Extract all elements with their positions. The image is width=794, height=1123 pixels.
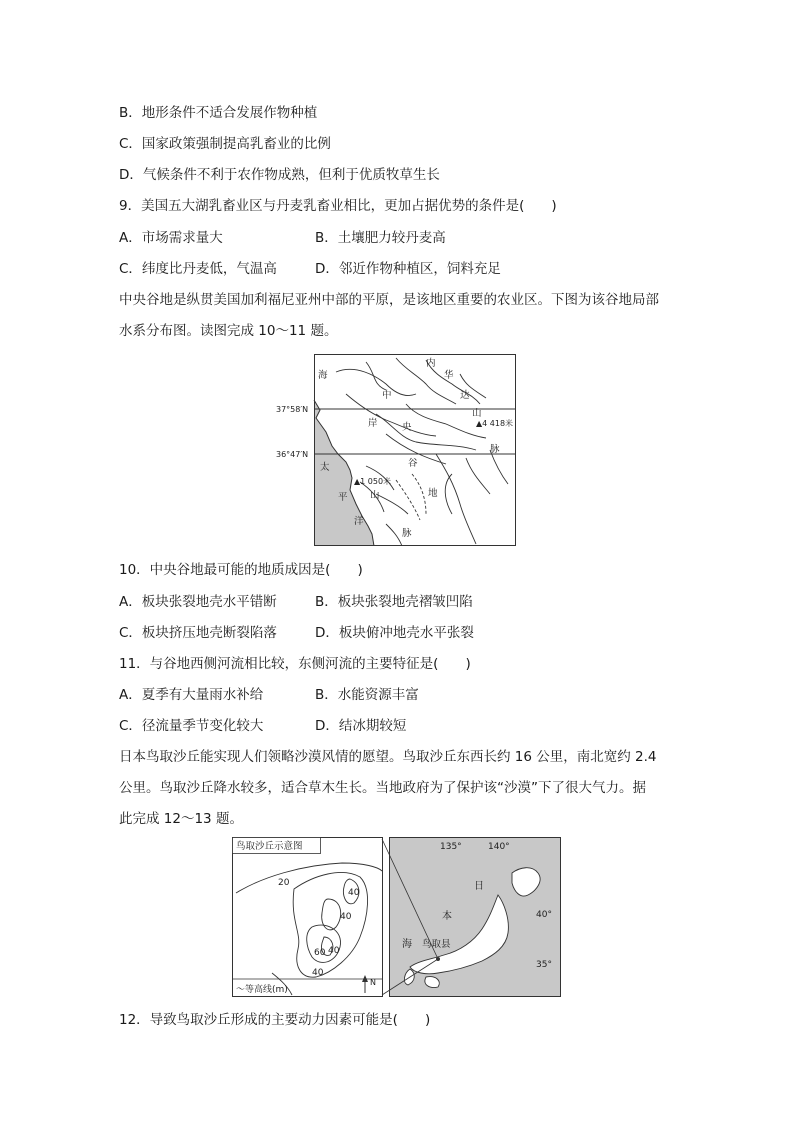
map1-peak-1050: ▲1 050米 xyxy=(354,477,392,486)
map2-title: 鸟取沙丘示意图 xyxy=(236,841,303,852)
q11-stem: 11．与谷地西侧河流相比较，东侧河流的主要特征是( ) xyxy=(119,656,471,672)
map2-label-ri: 日 xyxy=(474,881,484,892)
map1-peak-4418: ▲4 418米 xyxy=(476,419,514,428)
map2-lat-40: 40° xyxy=(536,910,552,920)
q8-option-c: C．国家政策强制提高乳畜业的比例 xyxy=(119,136,331,152)
map1-label-nei: 内 xyxy=(426,358,436,369)
q9-stem: 9．美国五大湖乳畜业区与丹麦乳畜业相比，更加占据优势的条件是( ) xyxy=(119,198,557,214)
map2-label-ben: 本 xyxy=(442,911,452,922)
intro-12-13-line3: 此完成 12～13 题。 xyxy=(119,811,243,827)
map1-label-tai: 太 xyxy=(320,462,330,473)
map2-lon-135: 135° xyxy=(440,842,462,852)
q8-option-d: D．气候条件不利于农作物成熟，但利于优质牧草生长 xyxy=(119,167,440,183)
map1-label-an: 岸 xyxy=(368,418,378,429)
q9-option-b: B．土壤肥力较丹麦高 xyxy=(315,230,446,246)
map1-label-hai: 海 xyxy=(318,370,328,381)
map2-lat-35: 35° xyxy=(536,960,552,970)
map2-contour-40d: 40 xyxy=(312,968,324,978)
tottori-dunes-map xyxy=(232,837,562,997)
q11-option-a: A．夏季有大量雨水补给 xyxy=(119,687,264,703)
q10-option-a: A．板块张裂地壳水平错断 xyxy=(119,594,277,610)
q10-stem: 10．中央谷地最可能的地质成因是( ) xyxy=(119,562,363,578)
intro-12-13-line1: 日本鸟取沙丘能实现人们领略沙漠风情的愿望。鸟取沙丘东西长约 16 公里，南北宽约 2.4 xyxy=(119,749,657,765)
map2-label-hai: 海 xyxy=(402,939,412,950)
map1-label-yang2: 央 xyxy=(402,422,412,433)
map1-label-mai2: 脉 xyxy=(402,528,412,539)
map1-label-shan1: 山 xyxy=(472,408,482,419)
q9-option-a: A．市场需求量大 xyxy=(119,230,223,246)
map2-legend-contour: 〜等高线(m) xyxy=(236,985,288,995)
map2-contour-40b: 40 xyxy=(340,912,352,922)
map1-lat-36: 36°47′N xyxy=(276,450,309,459)
map2-label-tottori: 鸟取县 xyxy=(422,939,451,950)
map2-contour-40a: 40 xyxy=(348,888,360,898)
q10-option-d: D．板块俯冲地壳水平张裂 xyxy=(315,625,474,641)
map1-label-da: 达 xyxy=(460,390,470,401)
central-valley-map xyxy=(276,354,516,546)
intro-10-11-line1: 中央谷地是纵贯美国加利福尼亚州中部的平原，是该地区重要的农业区。下图为该谷地局部 xyxy=(119,292,659,308)
intro-12-13-line2: 公里。鸟取沙丘降水较多，适合草木生长。当地政府为了保护该“沙漠”下了很大气力。据 xyxy=(119,780,646,796)
q9-option-d: D．邻近作物种植区，饲料充足 xyxy=(315,261,501,277)
map1-label-mai1: 脉 xyxy=(490,444,500,455)
map1-label-di: 地 xyxy=(428,488,438,499)
map1-label-ping: 平 xyxy=(338,492,348,503)
map1-lat-37: 37°58′N xyxy=(276,405,309,414)
q10-option-c: C．板块挤压地壳断裂陷落 xyxy=(119,625,277,641)
map2-lon-140: 140° xyxy=(488,842,510,852)
intro-10-11-line2: 水系分布图。读图完成 10～11 题。 xyxy=(119,323,338,339)
q11-option-c: C．径流量季节变化较大 xyxy=(119,718,264,734)
map2-contour-60: 60 xyxy=(314,948,326,958)
map2-north-arrow: N xyxy=(370,978,376,987)
q8-option-b: B．地形条件不适合发展作物种植 xyxy=(119,105,318,121)
q11-option-d: D．结冰期较短 xyxy=(315,718,407,734)
q12-stem: 12．导致鸟取沙丘形成的主要动力因素可能是( ) xyxy=(119,1012,431,1028)
q11-option-b: B．水能资源丰富 xyxy=(315,687,419,703)
map1-label-hua: 华 xyxy=(444,370,454,381)
map2-contour-40c: 40 xyxy=(328,946,340,956)
map1-label-yang: 洋 xyxy=(354,516,364,527)
q10-option-b: B．板块张裂地壳褶皱凹陷 xyxy=(315,594,473,610)
map1-label-zhong: 中 xyxy=(382,390,392,401)
map1-label-gu: 谷 xyxy=(408,458,418,469)
map2-contour-20: 20 xyxy=(278,878,290,888)
q9-option-c: C．纬度比丹麦低，气温高 xyxy=(119,261,277,277)
map1-label-shan2: 山 xyxy=(370,490,380,501)
